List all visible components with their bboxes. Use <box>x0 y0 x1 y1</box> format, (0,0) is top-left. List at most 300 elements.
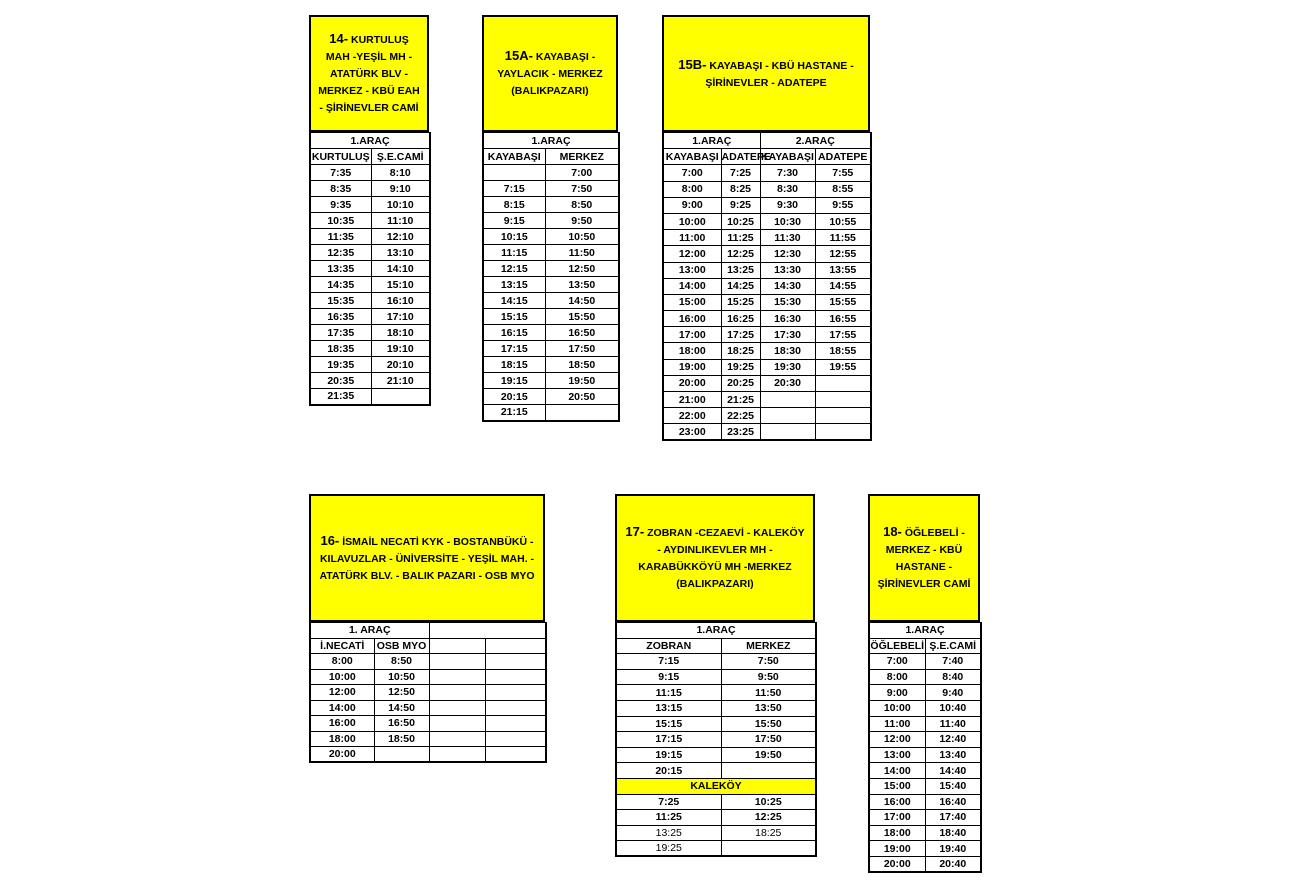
time-cell: 10:55 <box>815 213 871 229</box>
time-cell: 19:00 <box>663 359 721 375</box>
time-cell: 14:00 <box>310 700 374 716</box>
time-cell: 15:50 <box>545 309 619 325</box>
time-cell: 15:10 <box>371 277 430 293</box>
time-cell <box>485 685 546 701</box>
time-cell: 19:35 <box>310 357 371 373</box>
time-cell: 16:50 <box>374 716 429 732</box>
table-row <box>869 747 981 763</box>
time-cell: 9:00 <box>663 197 721 213</box>
table-row <box>869 856 981 872</box>
table-row <box>483 197 619 213</box>
time-cell: 14:50 <box>374 700 429 716</box>
time-cell: 18:55 <box>815 343 871 359</box>
time-cell: 23:00 <box>663 424 721 440</box>
route-18-header <box>868 494 980 622</box>
time-cell: 17:25 <box>721 327 760 343</box>
column-header-row <box>310 638 546 654</box>
time-cell: 22:00 <box>663 408 721 424</box>
time-cell: 12:50 <box>374 685 429 701</box>
column-header: MERKEZ <box>545 149 619 165</box>
table-row <box>310 181 430 197</box>
time-cell: 14:15 <box>483 293 545 309</box>
time-cell: 21:15 <box>483 405 545 421</box>
time-cell: 15:50 <box>721 716 816 732</box>
time-cell: 23:25 <box>721 424 760 440</box>
time-cell <box>429 747 485 763</box>
route-14-card <box>309 15 429 406</box>
route-15a-table <box>482 132 620 422</box>
time-cell: 14:50 <box>545 293 619 309</box>
table-row <box>483 213 619 229</box>
table-row <box>663 197 871 213</box>
route-18-code: 18- <box>883 524 902 539</box>
table-row <box>869 825 981 841</box>
time-cell: 18:00 <box>310 731 374 747</box>
column-header-row <box>483 149 619 165</box>
route-15b-title: KAYABAŞI - KBÜ HASTANE - ŞİRİNEVLER - ADATEPE <box>705 59 854 89</box>
time-cell <box>429 669 485 685</box>
table-row <box>663 424 871 440</box>
time-cell: 19:30 <box>760 359 815 375</box>
time-cell: 16:55 <box>815 311 871 327</box>
vehicle-row <box>663 133 871 149</box>
time-cell: 16:00 <box>869 794 925 810</box>
vehicle-label: 1.ARAÇ <box>483 133 619 149</box>
time-cell: 12:35 <box>310 245 371 261</box>
table-row <box>663 278 871 294</box>
time-cell: 13:35 <box>310 261 371 277</box>
time-cell: 13:10 <box>371 245 430 261</box>
time-cell: 20:10 <box>371 357 430 373</box>
time-cell: 9:10 <box>371 181 430 197</box>
column-header-row <box>869 638 981 654</box>
time-cell: 18:00 <box>663 343 721 359</box>
time-cell: 12:10 <box>371 229 430 245</box>
time-cell: 14:40 <box>925 763 981 779</box>
column-header: KURTULUŞ <box>311 150 370 163</box>
table-row <box>616 841 816 857</box>
time-cell: 11:00 <box>869 716 925 732</box>
time-cell: 13:40 <box>925 747 981 763</box>
time-cell: 7:30 <box>760 165 815 181</box>
time-cell: 10:25 <box>721 213 760 229</box>
time-cell: 13:50 <box>545 277 619 293</box>
time-cell: 18:10 <box>371 325 430 341</box>
route-15b-header <box>662 15 870 132</box>
table-row <box>663 230 871 246</box>
column-header: MERKEZ <box>721 638 816 654</box>
time-cell: 10:50 <box>545 229 619 245</box>
route-15b-card <box>662 15 870 441</box>
route-17-table <box>615 622 817 857</box>
time-cell <box>545 405 619 421</box>
time-cell: 7:15 <box>616 654 721 670</box>
time-cell <box>429 685 485 701</box>
table-row <box>869 841 981 857</box>
time-cell: 13:00 <box>663 262 721 278</box>
time-cell: 12:00 <box>869 732 925 748</box>
time-cell: 7:15 <box>483 181 545 197</box>
table-row <box>869 654 981 670</box>
time-cell: 9:00 <box>869 685 925 701</box>
time-cell: 11:30 <box>760 230 815 246</box>
time-cell: 19:25 <box>616 841 721 857</box>
column-header: ÖĞLEBELİ <box>870 639 925 652</box>
route-14-table <box>309 132 431 406</box>
time-cell: 13:25 <box>721 262 760 278</box>
column-header: KAYABAŞI <box>663 149 721 165</box>
table-row <box>310 277 430 293</box>
time-cell: 8:10 <box>371 165 430 181</box>
empty-cell <box>429 623 546 639</box>
time-cell: 17:30 <box>760 327 815 343</box>
time-cell: 18:25 <box>721 825 816 841</box>
table-row <box>310 309 430 325</box>
column-header-row <box>663 149 871 165</box>
time-cell: 16:00 <box>310 716 374 732</box>
time-cell: 8:00 <box>869 669 925 685</box>
table-row <box>663 343 871 359</box>
time-cell: 19:15 <box>616 747 721 763</box>
table-row <box>310 325 430 341</box>
table-row <box>663 408 871 424</box>
time-cell: 19:00 <box>869 841 925 857</box>
time-cell: 18:40 <box>925 825 981 841</box>
route-17-code: 17- <box>625 524 645 539</box>
table-row <box>869 700 981 716</box>
time-cell: 10:10 <box>371 197 430 213</box>
time-cell <box>815 424 871 440</box>
time-cell: 14:30 <box>760 278 815 294</box>
time-cell: 14:00 <box>663 278 721 294</box>
time-cell: 14:00 <box>869 763 925 779</box>
route-15b-table <box>662 132 872 441</box>
time-cell: 11:15 <box>616 685 721 701</box>
time-cell <box>485 716 546 732</box>
time-cell <box>760 424 815 440</box>
time-cell: 17:55 <box>815 327 871 343</box>
time-cell <box>485 700 546 716</box>
vehicle-label: 2.ARAÇ <box>760 133 871 149</box>
time-cell: 16:50 <box>545 325 619 341</box>
table-row <box>869 794 981 810</box>
time-cell: 14:25 <box>721 278 760 294</box>
table-row <box>663 359 871 375</box>
time-cell: 14:55 <box>815 278 871 294</box>
table-row <box>483 277 619 293</box>
table-row <box>310 213 430 229</box>
time-cell <box>760 408 815 424</box>
time-cell: 18:25 <box>721 343 760 359</box>
time-cell: 8:35 <box>310 181 371 197</box>
table-row <box>310 197 430 213</box>
time-cell: 18:50 <box>374 731 429 747</box>
route-17-body <box>616 623 816 857</box>
time-cell: 11:25 <box>616 810 721 826</box>
time-cell: 15:40 <box>925 778 981 794</box>
time-cell: 22:25 <box>721 408 760 424</box>
time-cell: 13:00 <box>869 747 925 763</box>
column-header-row <box>616 638 816 654</box>
time-cell: 12:25 <box>721 810 816 826</box>
table-row <box>483 373 619 389</box>
time-cell: 12:30 <box>760 246 815 262</box>
time-cell: 11:10 <box>371 213 430 229</box>
time-cell: 11:15 <box>483 245 545 261</box>
column-header: Ş.E.CAMİ <box>371 149 430 165</box>
route-17-card <box>615 494 815 857</box>
time-cell: 13:15 <box>616 700 721 716</box>
table-row <box>483 293 619 309</box>
vehicle-row <box>483 133 619 149</box>
route-16-table <box>309 622 547 763</box>
time-cell: 14:10 <box>371 261 430 277</box>
route-16-code: 16- <box>320 532 340 548</box>
time-cell: 16:15 <box>483 325 545 341</box>
table-row <box>310 229 430 245</box>
route-16-card <box>309 494 545 763</box>
time-cell: 19:10 <box>371 341 430 357</box>
time-cell: 16:35 <box>310 309 371 325</box>
route-15a-body <box>483 133 619 421</box>
time-cell: 7:25 <box>721 165 760 181</box>
table-row <box>663 311 871 327</box>
time-cell: 9:55 <box>815 197 871 213</box>
time-cell: 15:55 <box>815 294 871 310</box>
table-row <box>869 763 981 779</box>
time-cell <box>485 731 546 747</box>
time-cell <box>815 375 871 391</box>
time-cell: 13:55 <box>815 262 871 278</box>
time-cell: 16:00 <box>663 311 721 327</box>
table-row <box>483 325 619 341</box>
time-cell: 9:15 <box>483 213 545 229</box>
time-cell: 21:10 <box>371 373 430 389</box>
table-row <box>310 654 546 670</box>
time-cell: 9:50 <box>721 669 816 685</box>
table-row <box>616 825 816 841</box>
time-cell: 8:30 <box>760 181 815 197</box>
route-16-title: İSMAİL NECATİ KYK - BOSTANBÜKÜ - KILAVUZLAR - ÜNİVERSİTE - YEŞİL MAH. - ATATÜRK BLV. - BALIK PAZARI - OSB MYO <box>319 535 535 582</box>
time-cell: 17:50 <box>545 341 619 357</box>
column-header: İ.NECATİ <box>310 638 374 654</box>
time-cell: 16:10 <box>371 293 430 309</box>
table-row <box>483 245 619 261</box>
time-cell: 19:55 <box>815 359 871 375</box>
table-row <box>483 357 619 373</box>
time-cell: 15:35 <box>310 293 371 309</box>
table-row <box>616 700 816 716</box>
route-14-code: 14- <box>329 31 349 46</box>
route-15a-card <box>482 15 618 422</box>
time-cell: 9:25 <box>721 197 760 213</box>
time-cell: 13:50 <box>721 700 816 716</box>
time-cell: 20:25 <box>721 375 760 391</box>
table-row <box>663 294 871 310</box>
table-row <box>663 327 871 343</box>
table-row <box>310 669 546 685</box>
route-15a-title: KAYABAŞI - YAYLACIK - MERKEZ (BALIKPAZARI) <box>497 51 603 97</box>
time-cell: 9:35 <box>310 197 371 213</box>
time-cell: 8:25 <box>721 181 760 197</box>
time-cell: 20:15 <box>483 389 545 405</box>
route-18-table <box>868 622 982 873</box>
vehicle-row <box>869 623 981 639</box>
time-cell: 10:35 <box>310 213 371 229</box>
time-cell: 17:00 <box>869 810 925 826</box>
time-cell: 7:50 <box>545 181 619 197</box>
time-cell: 17:35 <box>310 325 371 341</box>
table-row <box>310 716 546 732</box>
time-cell: 9:30 <box>760 197 815 213</box>
time-cell: 11:00 <box>663 230 721 246</box>
time-cell: 7:55 <box>815 165 871 181</box>
time-cell: 10:30 <box>760 213 815 229</box>
time-cell: 8:50 <box>545 197 619 213</box>
time-cell: 11:50 <box>545 245 619 261</box>
table-row <box>483 165 619 181</box>
table-row <box>663 165 871 181</box>
route-17-header <box>615 494 815 622</box>
time-cell: 8:40 <box>925 669 981 685</box>
route-14-title: KURTULUŞ MAH -YEŞİL MH -ATATÜRK BLV -MERKEZ - KBÜ EAH - ŞİRİNEVLER CAMİ <box>318 34 420 114</box>
time-cell: 16:40 <box>925 794 981 810</box>
table-row <box>616 669 816 685</box>
time-cell: 10:00 <box>869 700 925 716</box>
column-header <box>485 638 546 654</box>
time-cell: 10:00 <box>663 213 721 229</box>
time-cell <box>374 747 429 763</box>
column-header-row <box>310 149 430 165</box>
route-16-body <box>310 623 546 763</box>
time-cell: 20:40 <box>925 856 981 872</box>
time-cell: 11:35 <box>310 229 371 245</box>
time-cell: 12:50 <box>545 261 619 277</box>
time-cell: 20:30 <box>760 375 815 391</box>
route-15b-code: 15B- <box>678 56 707 72</box>
time-cell: 18:35 <box>310 341 371 357</box>
time-cell <box>485 669 546 685</box>
table-row <box>310 165 430 181</box>
route-16-header <box>309 494 545 622</box>
time-cell: 10:40 <box>925 700 981 716</box>
column-header: ZOBRAN <box>616 638 721 654</box>
time-cell <box>429 700 485 716</box>
time-cell: 10:00 <box>310 669 374 685</box>
time-cell: 12:00 <box>663 246 721 262</box>
time-cell: 8:00 <box>310 654 374 670</box>
time-cell: 11:55 <box>815 230 871 246</box>
time-cell: 19:15 <box>483 373 545 389</box>
time-cell <box>815 392 871 408</box>
table-row <box>483 341 619 357</box>
table-row <box>310 341 430 357</box>
table-row <box>869 810 981 826</box>
time-cell: 7:00 <box>663 165 721 181</box>
time-cell: 7:35 <box>310 165 371 181</box>
table-row <box>616 716 816 732</box>
time-cell: 11:25 <box>721 230 760 246</box>
route-14-body <box>310 133 430 405</box>
table-row <box>483 405 619 421</box>
table-row <box>310 373 430 389</box>
time-cell: 13:25 <box>616 825 721 841</box>
time-cell: 8:50 <box>374 654 429 670</box>
table-row <box>483 389 619 405</box>
time-cell: 7:00 <box>869 654 925 670</box>
time-cell: 18:30 <box>760 343 815 359</box>
time-cell: 20:00 <box>310 747 374 763</box>
time-cell: 18:00 <box>869 825 925 841</box>
vehicle-label: 1. ARAÇ <box>310 623 429 639</box>
time-cell: 8:15 <box>483 197 545 213</box>
vehicle-label: 1.ARAÇ <box>616 623 816 639</box>
time-cell: 15:30 <box>760 294 815 310</box>
time-cell: 21:35 <box>310 389 371 405</box>
time-cell: 15:15 <box>483 309 545 325</box>
time-cell: 15:25 <box>721 294 760 310</box>
table-row <box>616 747 816 763</box>
table-row <box>663 181 871 197</box>
table-row <box>483 261 619 277</box>
table-row <box>663 392 871 408</box>
time-cell: 19:40 <box>925 841 981 857</box>
time-cell: 7:50 <box>721 654 816 670</box>
vehicle-row <box>310 623 546 639</box>
time-cell: 8:00 <box>663 181 721 197</box>
route-17-title: ZOBRAN -CEZAEVİ - KALEKÖY - AYDINLIKEVLER MH -KARABÜKKÖYÜ MH -MERKEZ (BALIKPAZARI) <box>638 527 805 590</box>
sub-title: KALEKÖY <box>616 778 816 794</box>
route-18-title: ÖĞLEBELİ - MERKEZ - KBÜ HASTANE - ŞİRİNEVLER CAMİ <box>877 527 971 590</box>
time-cell: 13:30 <box>760 262 815 278</box>
table-row <box>869 685 981 701</box>
time-cell: 12:15 <box>483 261 545 277</box>
time-cell: 18:15 <box>483 357 545 373</box>
time-cell <box>815 408 871 424</box>
table-row <box>483 309 619 325</box>
time-cell: 17:50 <box>721 732 816 748</box>
time-cell: 20:15 <box>616 763 721 779</box>
table-row <box>663 213 871 229</box>
time-cell: 9:15 <box>616 669 721 685</box>
time-cell <box>429 716 485 732</box>
time-cell: 17:15 <box>616 732 721 748</box>
table-row <box>310 389 430 405</box>
column-header: Ş.E.CAMİ <box>925 638 981 654</box>
vehicle-label: 1.ARAÇ <box>869 623 981 639</box>
table-row <box>616 654 816 670</box>
table-row <box>663 246 871 262</box>
table-row <box>616 810 816 826</box>
time-cell: 19:50 <box>721 747 816 763</box>
time-cell: 17:15 <box>483 341 545 357</box>
table-row <box>616 794 816 810</box>
column-header: ADATEPE <box>721 149 760 165</box>
table-row <box>310 293 430 309</box>
time-cell: 9:40 <box>925 685 981 701</box>
time-cell <box>485 654 546 670</box>
time-cell: 7:25 <box>616 794 721 810</box>
vehicle-label: 1.ARAÇ <box>663 133 760 149</box>
time-cell: 12:55 <box>815 246 871 262</box>
time-cell: 10:25 <box>721 794 816 810</box>
column-header: KAYABAŞI <box>483 149 545 165</box>
vehicle-row <box>310 133 430 149</box>
table-row <box>310 245 430 261</box>
time-cell: 14:35 <box>310 277 371 293</box>
time-cell: 16:25 <box>721 311 760 327</box>
table-row <box>310 747 546 763</box>
